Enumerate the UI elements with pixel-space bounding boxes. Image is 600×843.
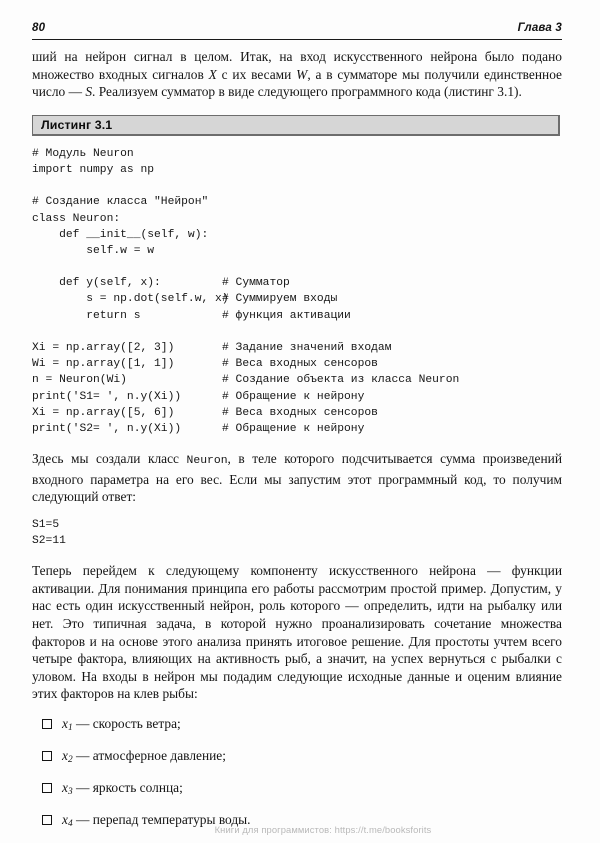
- list-item-label: [62, 748, 226, 763]
- code-line: [32, 356, 562, 372]
- square-bullet-icon: [42, 719, 52, 729]
- code-line-comment: # Веса входных сенсоров: [222, 406, 378, 419]
- code-line: [32, 162, 562, 178]
- code-line-text: Xi = np.array([5, 6]): [32, 406, 175, 419]
- factor-symbol: x: [62, 715, 68, 731]
- footer-watermark-text: Книги для программистов: https://t.me/booksforits: [214, 824, 432, 835]
- activation-paragraph: Теперь перейдем к следующему компоненту искусственного нейрона — функции активации. Для понимания принципа его работы рассмотрим простой пример. Допустим, у нас есть один искусственный нейрон, роль которого — определить, идти на рыбалку или нет. Это типичная задача, в которой нужно проанализировать сочетание множества факторов и на основе этого анализа принять итоговое решение. Для простоты учтем всего четыре фактора, влияющих на активность рыб, а значит, на успех вернуться с рыбалки с уловом. На входы в нейрон мы подадим следующие исходные данные и оценим влияние этих факторов на клев рыбы:: [32, 563, 562, 702]
- code-line-text: # Модуль Neuron: [32, 147, 134, 160]
- explanation-part2: , в теле которого подсчитывается сумма произведений входного параметра на его вес. Если мы запустим этот программный код, то получим следующий ответ:: [32, 451, 562, 505]
- code-line-comment: # Задание значений входам: [222, 342, 392, 355]
- list-item-label: [62, 716, 181, 731]
- factor-symbol: x: [62, 747, 68, 763]
- code-line: [32, 389, 562, 405]
- code-line-text: # Создание класса "Нейрон": [32, 196, 209, 209]
- list-item-label: [62, 780, 183, 798]
- listing-caption-bar: [32, 115, 560, 136]
- code-line: [32, 211, 562, 227]
- chapter-label: Глава 3: [517, 22, 562, 34]
- code-line-text: def y(self, x):: [32, 277, 161, 290]
- code-listing: [32, 146, 562, 437]
- code-line: [32, 405, 562, 421]
- code-line-comment: # Обращение к нейрону: [222, 390, 365, 403]
- list-item: [32, 747, 562, 769]
- factor-description: — атмосферное давление;: [72, 747, 226, 763]
- code-line: [32, 194, 562, 210]
- code-line-comment: # Обращение к нейрону: [222, 422, 365, 435]
- page-content: [32, 48, 562, 843]
- code-line-comment: # Веса входных сенсоров: [222, 358, 378, 371]
- code-line: [32, 178, 562, 194]
- intro-text-part3: , а в сумматоре мы получили единственное число —: [32, 66, 562, 100]
- footer-watermark: [0, 824, 600, 835]
- explanation-part1: Здесь мы создали класс: [32, 451, 187, 467]
- code-line-text: import numpy as np: [32, 163, 155, 176]
- code-line: [32, 324, 562, 340]
- code-line: [32, 259, 562, 275]
- variable-w: W: [296, 66, 308, 82]
- output-line: S1=5: [32, 518, 60, 531]
- intro-text-part2: с их весами: [216, 66, 297, 82]
- variable-x: X: [208, 66, 217, 82]
- code-line: [32, 227, 562, 243]
- factor-description: — перепад температуры воды.: [72, 812, 251, 828]
- code-line: [32, 421, 562, 437]
- code-line: [32, 275, 562, 291]
- code-line-text: Wi = np.array([1, 1]): [32, 358, 175, 371]
- factor-symbol: x: [62, 812, 68, 828]
- code-line-text: Xi = np.array([2, 3]): [32, 342, 175, 355]
- code-line-text: class Neuron:: [32, 212, 121, 225]
- code-line-text: print('S2= ', n.y(Xi)): [32, 422, 182, 435]
- factor-index: 2: [67, 755, 73, 765]
- code-line-comment: # Сумматор: [222, 277, 290, 290]
- square-bullet-icon: [42, 751, 52, 761]
- intro-paragraph: [32, 48, 562, 101]
- code-line: [32, 146, 562, 162]
- intro-text-part1: ший на нейрон сигнал в целом. Итак, на вход искусственного нейрона было подано множество входных сигналов: [32, 49, 562, 82]
- list-item: [32, 779, 562, 801]
- factor-index: 4: [67, 819, 73, 830]
- code-line-text: self.w = w: [32, 244, 155, 257]
- header-rule: [32, 39, 562, 40]
- code-line-comment: # функция активации: [222, 309, 351, 322]
- code-line-text: s = np.dot(self.w, x): [32, 293, 229, 306]
- factor-index: 3: [67, 787, 73, 798]
- explanation-paragraph: [32, 450, 562, 506]
- factor-description: — скорость ветра;: [72, 715, 181, 731]
- factor-list: [32, 715, 562, 833]
- code-line-comment: # Суммируем входы: [222, 293, 338, 306]
- list-item: [32, 715, 562, 737]
- listing-caption-label: Листинг 3.1: [41, 117, 113, 132]
- code-line: [32, 291, 562, 307]
- inline-class-name: Neuron: [186, 455, 228, 468]
- page-number: 80: [32, 22, 46, 34]
- program-output: [32, 518, 562, 549]
- code-line-text: return s: [32, 309, 141, 322]
- factor-description: — яркость солнца;: [72, 780, 183, 795]
- code-line-text: n = Neuron(Wi): [32, 374, 127, 387]
- output-line: S2=11: [32, 534, 66, 547]
- code-line: [32, 340, 562, 356]
- variable-s: S: [85, 84, 93, 100]
- intro-text-part4: . Реализуем сумматор в виде следующего программного кода (листинг 3.1).: [92, 84, 522, 100]
- code-line-comment: # Создание объекта из класса Neuron: [222, 374, 460, 387]
- code-line-text: def __init__(self, w):: [32, 228, 209, 241]
- factor-symbol: x: [62, 780, 68, 795]
- code-line: [32, 372, 562, 388]
- code-line-text: print('S1= ', n.y(Xi)): [32, 390, 182, 403]
- code-line: [32, 308, 562, 324]
- code-line: [32, 243, 562, 259]
- square-bullet-icon: [42, 783, 52, 793]
- factor-index: 1: [67, 722, 73, 733]
- running-head: [32, 22, 562, 34]
